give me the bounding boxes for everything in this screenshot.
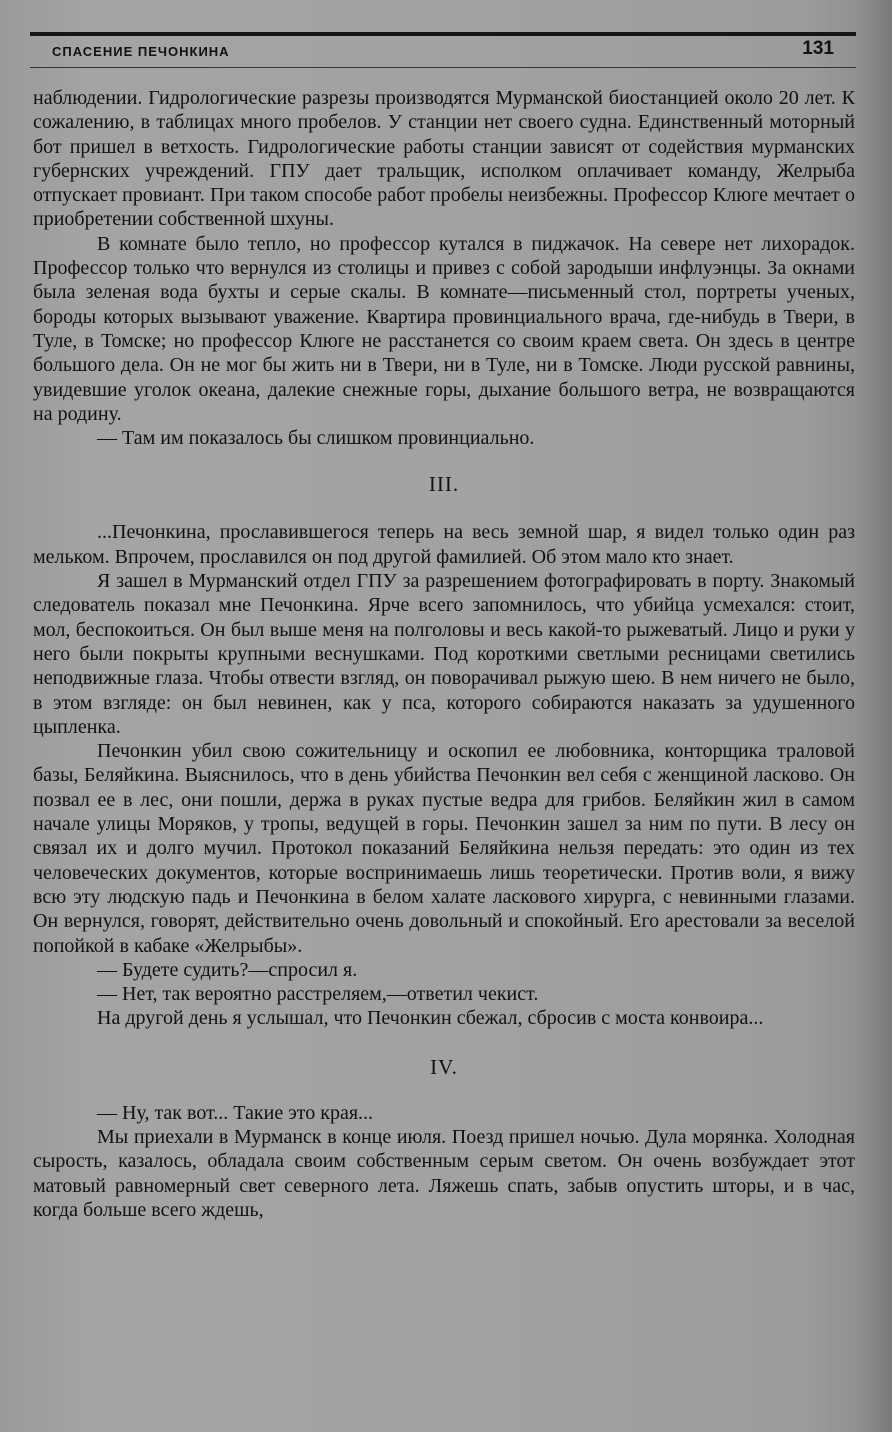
top-rule <box>30 32 856 36</box>
page-fold-shadow <box>856 0 892 1432</box>
paragraph: ...Печонкина, прославившегося теперь на весь земной шар, я видел только один раз мельком. Впрочем, прославился он под другой фамилией. Об этом мало кто знает. <box>33 521 855 568</box>
section-heading-four: IV. <box>430 1054 458 1079</box>
section-heading-three: III. <box>428 472 460 497</box>
running-head: СПАСЕНИЕ ПЕЧОНКИНА <box>52 44 230 59</box>
paragraph: На другой день я услышал, что Печонкин сбежал, сбросив с моста конвоира... <box>97 1007 764 1030</box>
paragraph: наблюдении. Гидрологические разрезы производятся Мурманской биостанцией около 20 лет. К сожалению, в таблицах много пробелов. У станции нет своего судна. Единственный моторный бот пришел в ветхость. Гидрологические работы станции зависят от содействия мурманских губернских учреждений. ГПУ дает тральщик, исполком оплачивает команду, Желрыба отпускает провиант. При таком способе работ пробелы неизбежны. Профессор Клюге мечтает о приобретении собственной шхуны. <box>33 87 855 231</box>
head-rule <box>30 67 856 68</box>
dialogue-line: — Будете судить?—спросил я. <box>97 958 358 981</box>
paragraph: Мы приехали в Мурманск в конце июля. Поезд пришел ночью. Дула морянка. Холодная сырость, казалось, обладала своим собственным серым светом. Он очень возбуждает этот матовый равномерный свет северного лета. Ляжешь спать, забыв опустить шторы, и в час, когда больше всего ждешь, <box>33 1125 855 1221</box>
paragraph: Я зашел в Мурманский отдел ГПУ за разрешением фотографировать в порту. Знакомый следователь показал мне Печонкина. Ярче всего запомнилось, что убийца усмехался: стоит, мол, беспокоиться. Он был выше меня на полголовы и весь какой-то рыжеватый. Лицо и руки у него были покрыты крупными веснушками. Под короткими светлыми ресницами светились неподвижные глаза. Чтобы отвести взгляд, он поворачивал рыжую шею. В нем ничего не было, в этом взгляде: он был невинен, как у пса, которого собираются наказать за удушенного цыпленка. <box>33 570 855 738</box>
paragraph: В комнате было тепло, но профессор кутался в пиджачок. На севере нет лихорадок. Профессор только что вернулся из столицы и привез с собой зародыши инфлуэнцы. За окнами была зеленая вода бухты и серые скалы. В комнате—письменный стол, портреты ученых, бороды которых вызывают уважение. Квартира провинциального врача, где-нибудь в Твери, в Туле, в Томске; но профессор Клюге не расстанется со своим краем света. Он здесь в центре большого дела. Он не мог бы жить ни в Твери, ни в Туле, ни в Томске. Люди русской равнины, увидевшие уголок океана, далекие снежные горы, дыхание большого ветра, не возвращаются на родину. <box>33 232 855 425</box>
paragraph: — Там им показалось бы слишком провинциально. <box>97 427 535 450</box>
page-number: 131 <box>802 38 834 59</box>
dialogue-line: — Ну, так вот... Такие это края... <box>97 1101 374 1124</box>
paragraph: Печонкин убил свою сожительницу и оскопил ее любовника, конторщика траловой базы, Беляйкина. Выяснилось, что в день убийства Печонкин вел себя с женщиной ласково. Он позвал ее в лес, они пошли, держа в руках пустые ведра для грибов. Беляйкин жил в самом начале улицы Моряков, у тропы, ведущей в горы. Печонкин зашел за ним по пути. В лесу он связал их и долго мучил. Протокол показаний Беляйкина нельзя передать: это один из тех человеческих документов, которые воспринимаешь лишь теоретически. Против воли, я вижу всю эту людскую падь и Печонкина в белом халате ласкового хирурга, с невинными глазами. Он вернулся, говорят, действительно очень довольный и спокойный. Его арестовали за веселой попойкой в кабаке «Желрыбы». <box>33 740 855 957</box>
body-text <box>33 86 855 1222</box>
dialogue-line: — Нет, так вероятно расстреляем,—ответил чекист. <box>97 983 539 1006</box>
